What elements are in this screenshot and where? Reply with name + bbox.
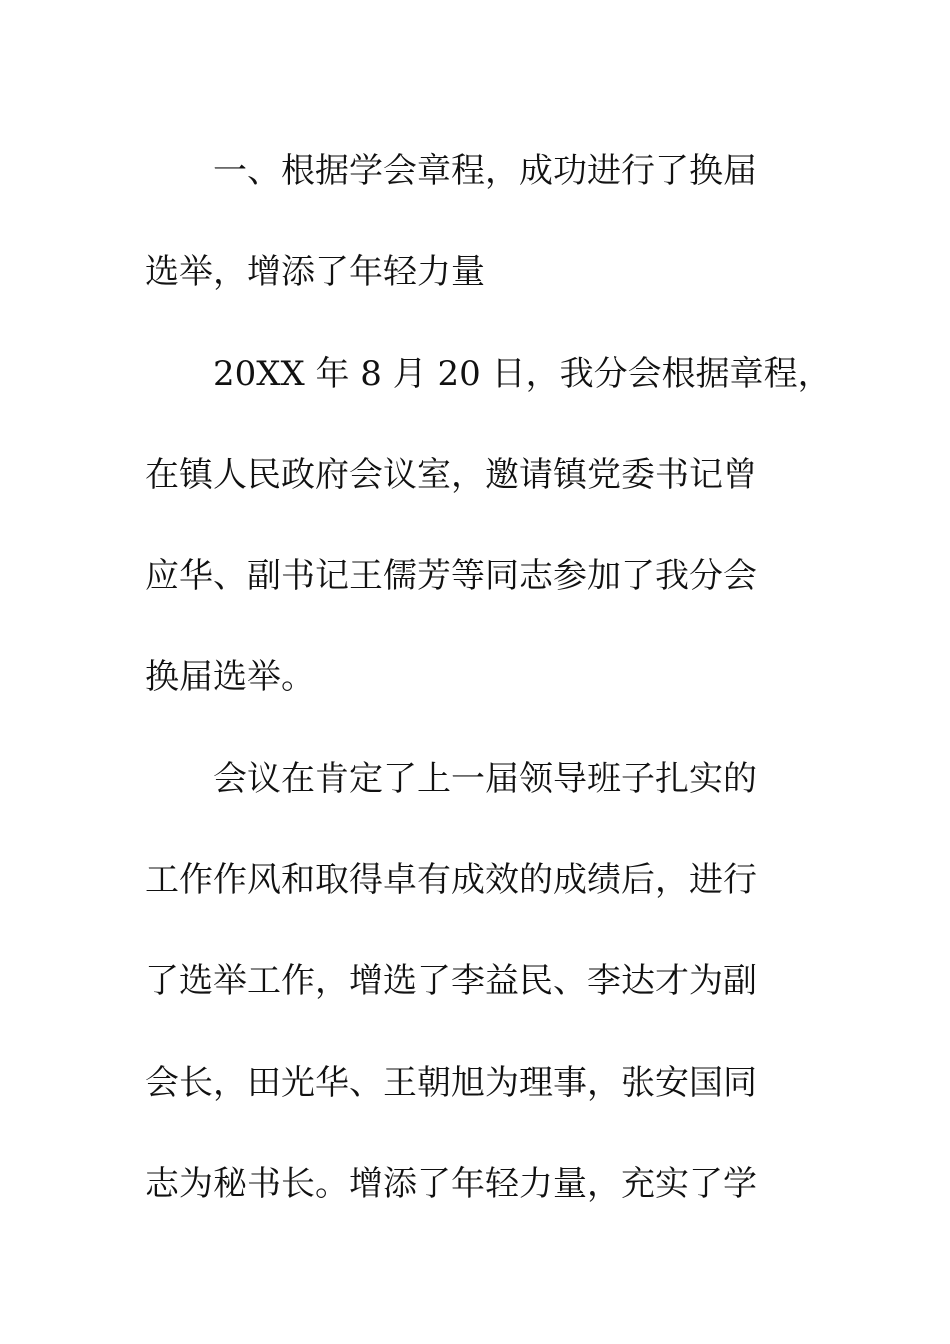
paragraph-2-line-5: 志为秘书长。增添了年轻力量，充实了学	[145, 1163, 757, 1204]
paragraph-1-line-1: 20XX 年 8 月 20 日，我分会根据章程，	[213, 353, 832, 394]
paragraph-2-line-1: 会议在肯定了上一届领导班子扎实的	[213, 758, 757, 799]
paragraph-2-line-2: 工作作风和取得卓有成效的成绩后，进行	[145, 860, 757, 901]
paragraph-1-line-4: 换届选举。	[145, 657, 315, 698]
paragraph-2-line-3: 了选举工作，增选了李益民、李达才为副	[145, 961, 757, 1002]
paragraph-1-line-2: 在镇人民政府会议室，邀请镇党委书记曾	[145, 454, 757, 495]
section-heading-line-1: 一、根据学会章程，成功进行了换届	[213, 151, 757, 191]
paragraph-1-line-3: 应华、副书记王儒芳等同志参加了我分会	[145, 556, 757, 597]
document-body	[145, 121, 832, 1235]
section-heading-line-2: 选举，增添了年轻力量	[145, 252, 485, 293]
paragraph-2-line-4: 会长，田光华、王朝旭为理事，张安国同	[145, 1062, 757, 1103]
